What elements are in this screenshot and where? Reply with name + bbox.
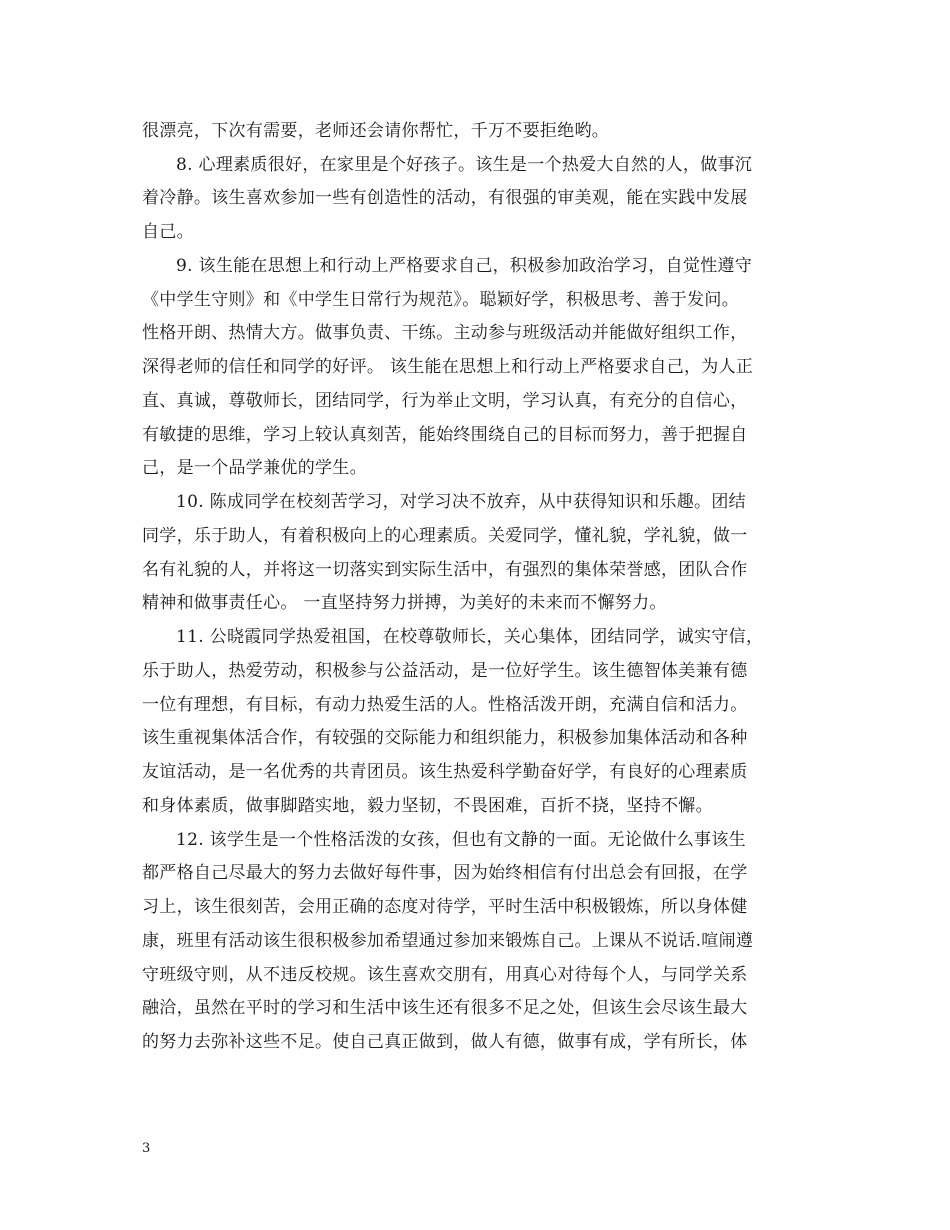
text-line: 很漂亮，下次有需要，老师还会请你帮忙，千万不要拒绝哟。 bbox=[142, 121, 610, 141]
text-line: 直、真诚，尊敬师长，团结同学，行为举止文明，学习认真，有充分的自信心， bbox=[142, 391, 748, 411]
text-line: 有敏捷的思维，学习上较认真刻苦，能始终围绕自己的目标而努力，善于把握自 bbox=[142, 425, 748, 445]
text-line: 12. 该学生是一个性格活泼的女孩，但也有文静的一面。无论做什么事该生 bbox=[176, 830, 746, 850]
text-line: 自己。 bbox=[142, 222, 194, 242]
text-line: 融洽，虽然在平时的学习和生活中该生还有很多不足之处，但该生会尽该生最大 bbox=[142, 998, 748, 1018]
text-line: 着冷静。该生喜欢参加一些有创造性的活动，有很强的审美观，能在实践中发展 bbox=[142, 188, 748, 208]
text-line: 乐于助人，热爱劳动，积极参与公益活动，是一位好学生。该生德智体美兼有德 bbox=[142, 661, 748, 681]
text-line: 11. 公晓霞同学热爱祖国，在校尊敬师长，关心集体，团结同学，诚实守信， bbox=[176, 627, 764, 647]
text-line: 8. 心理素质很好，在家里是个好孩子。该生是一个热爱大自然的人，做事沉 bbox=[176, 155, 753, 175]
page-number: 3 bbox=[142, 1141, 151, 1156]
text-line: 友谊活动，是一名优秀的共青团员。该生热爱科学勤奋好学，有良好的心理素质 bbox=[142, 762, 748, 782]
text-line: 精神和做事责任心。 一直坚持努力拼搏，为美好的未来而不懈努力。 bbox=[142, 593, 667, 613]
text-line: 己，是一个品学兼优的学生。 bbox=[142, 458, 367, 478]
text-line: 守班级守则，从不违反校规。该生喜欢交朋有，用真心对待每个人，与同学关系 bbox=[142, 965, 748, 985]
text-line: 同学，乐于助人，有着积极向上的心理素质。关爱同学，懂礼貌，学礼貌，做一 bbox=[142, 526, 748, 546]
text-line: 都严格自己尽最大的努力去做好每件事，因为始终相信有付出总会有回报，在学 bbox=[142, 863, 748, 883]
text-line: 性格开朗、热情大方。做事负责、干练。主动参与班级活动并能做好组织工作， bbox=[142, 323, 748, 343]
text-line: 10. 陈成同学在校刻苦学习，对学习决不放弃，从中获得知识和乐趣。团结 bbox=[176, 492, 746, 512]
text-line: 《中学生守则》和《中学生日常行为规范》。聪颖好学，积极思考、善于发问。 bbox=[142, 290, 739, 310]
text-line: 的努力去弥补这些不足。使自己真正做到，做人有德，做事有成，学有所长，体 bbox=[142, 1032, 748, 1052]
text-line: 名有礼貌的人，并将这一切落实到实际生活中，有强烈的集体荣誉感，团队合作 bbox=[142, 560, 748, 580]
text-line: 习上，该生很刻苦，会用正确的态度对待学，平时生活中积极锻炼，所以身体健 bbox=[142, 897, 748, 917]
text-line: 该生重视集体活合作，有较强的交际能力和组织能力，积极参加集体活动和各种 bbox=[142, 728, 748, 748]
text-line: 和身体素质，做事脚踏实地，毅力坚韧，不畏困难，百折不挠，坚持不懈。 bbox=[142, 796, 713, 816]
text-line: 一位有理想，有目标，有动力热爱生活的人。性格活泼开朗，充满自信和活力。 bbox=[142, 695, 748, 715]
text-line: 深得老师的信任和同学的好评。 该生能在思想上和行动上严格要求自己，为人正 bbox=[142, 357, 754, 377]
text-line: 康，班里有活动该生很积极参加希望通过参加来锻炼自己。上课从不说话.喧闹遵 bbox=[142, 931, 754, 951]
text-line: 9. 该生能在思想上和行动上严格要求自己，积极参加政治学习，自觉性遵守 bbox=[176, 256, 753, 276]
